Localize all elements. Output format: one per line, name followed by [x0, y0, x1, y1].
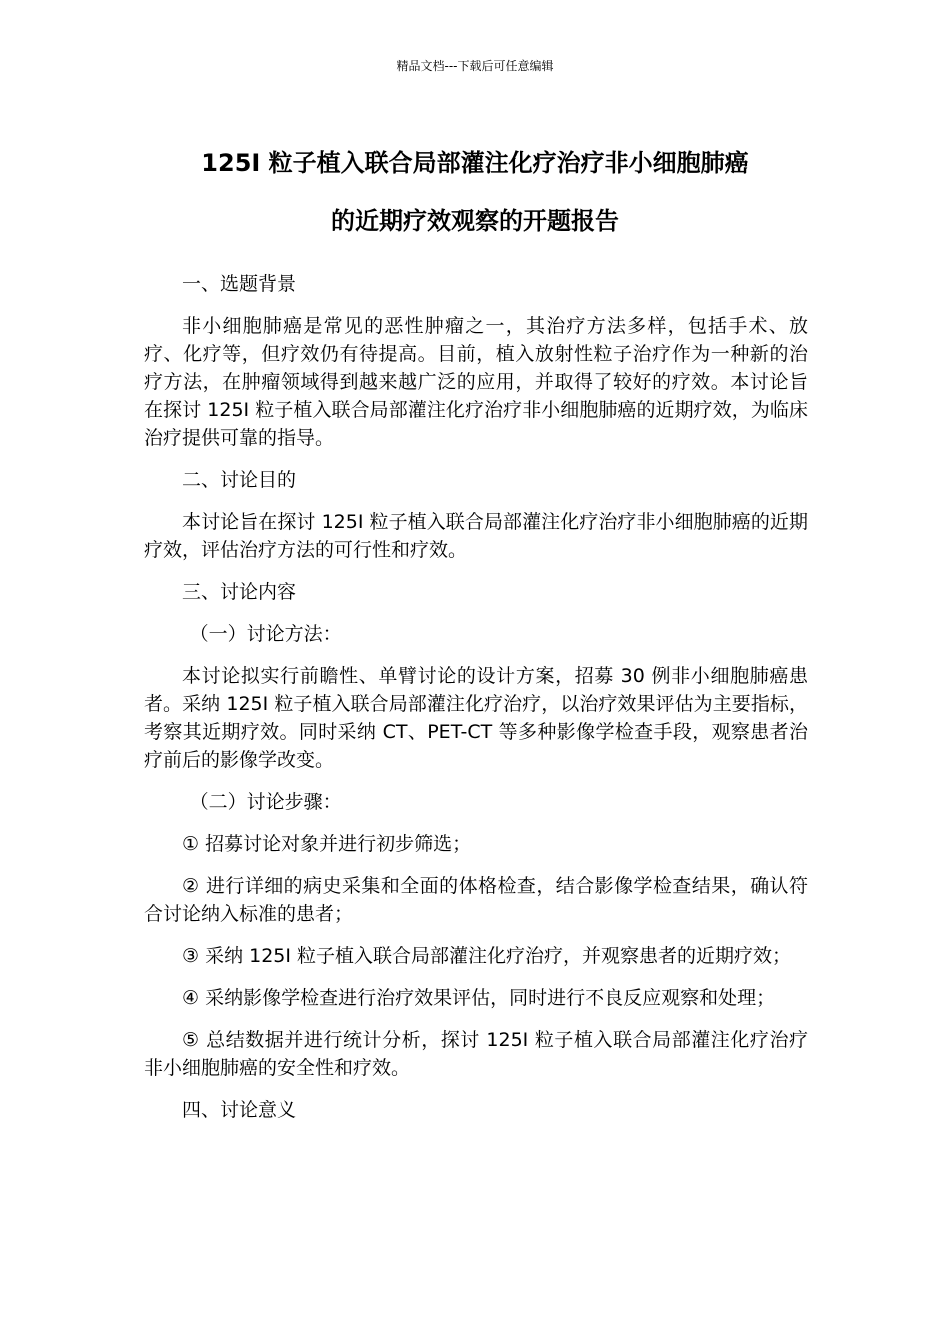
section-heading-content: 三、讨论内容 [182, 581, 297, 603]
document-body [144, 270, 808, 1138]
step-item: ⑤ 总结数据并进行统计分析，探讨 125I 粒子植入联合局部灌注化疗治疗非小细胞肺癌的安全性和疗效。 [144, 1029, 808, 1079]
section-heading-background: 一、选题背景 [182, 273, 297, 295]
step-item: ① 招募讨论对象并进行初步筛选； [182, 833, 472, 855]
title-line-1: 125I 粒子植入联合局部灌注化疗治疗非小细胞肺癌 [201, 149, 749, 177]
section-heading-significance: 四、讨论意义 [182, 1099, 297, 1121]
step-item: ③ 采纳 125I 粒子植入联合局部灌注化疗治疗，并观察患者的近期疗效； [182, 945, 792, 967]
paragraph-method: 本讨论拟实行前瞻性、单臂讨论的设计方案，招募 30 例非小细胞肺癌患者。采纳 125I 粒子植入联合局部灌注化疗治疗，以治疗效果评估为主要指标，考察其近期疗效。同时采纳 CT、PET-CT 等多种影像学检查手段，观察患者治疗前后的影像学改变。 [144, 665, 808, 771]
title-line-2: 的近期疗效观察的开题报告 [331, 207, 619, 235]
header-note: 精品文档---下载后可任意编辑 [396, 59, 554, 73]
step-item: ② 进行详细的病史采集和全面的体格检查，结合影像学检查结果，确认符合讨论纳入标准的患者； [144, 875, 808, 925]
document-title [140, 134, 810, 250]
paragraph-purpose: 本讨论旨在探讨 125I 粒子植入联合局部灌注化疗治疗非小细胞肺癌的近期疗效，评估治疗方法的可行性和疗效。 [144, 511, 808, 561]
subheading-steps: （二）讨论步骤： [189, 791, 342, 813]
step-item: ④ 采纳影像学检查进行治疗效果评估，同时进行不良反应观察和处理； [182, 987, 776, 1009]
section-heading-purpose: 二、讨论目的 [182, 469, 297, 491]
paragraph-background: 非小细胞肺癌是常见的恶性肿瘤之一，其治疗方法多样，包括手术、放疗、化疗等，但疗效仍有待提高。目前，植入放射性粒子治疗作为一种新的治疗方法，在肿瘤领域得到越来越广泛的应用，并取得了较好的疗效。本讨论旨在探讨 125I 粒子植入联合局部灌注化疗治疗非小细胞肺癌的近期疗效，为临床治疗提供可靠的指导。 [144, 315, 808, 449]
subheading-method: （一）讨论方法： [189, 623, 342, 645]
